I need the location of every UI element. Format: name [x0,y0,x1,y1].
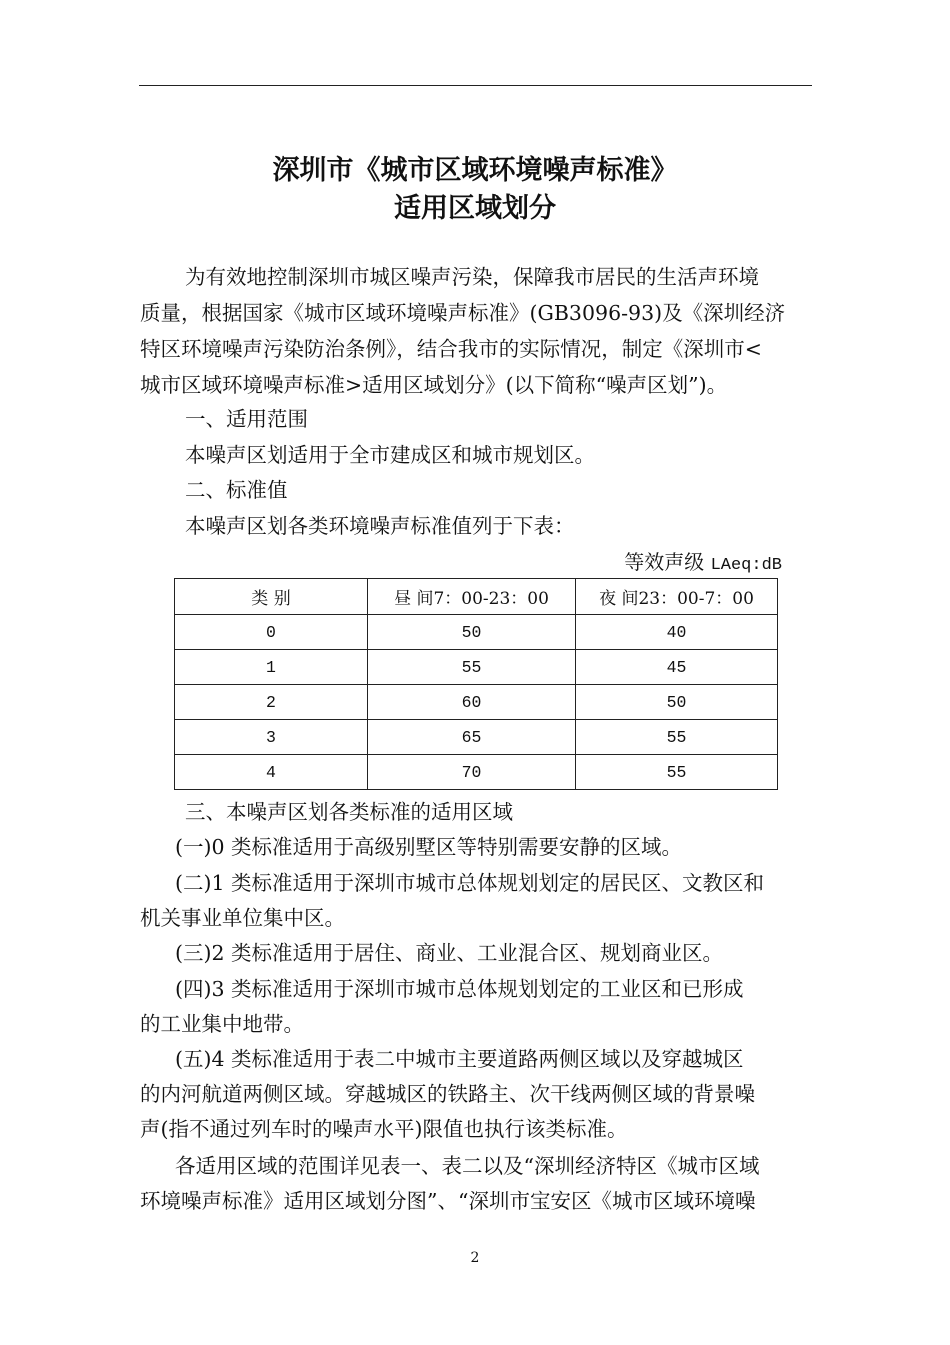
nighttime-cell: 50 [576,685,778,720]
intro-line-4: 城市区域环境噪声标准>适用区域划分》(以下简称“噪声区划”)。 [140,373,728,397]
unit-prefix: 等效声级 [624,550,711,574]
table-header-row [175,579,778,615]
page-number: 2 [470,1250,480,1266]
header-category: 类 别 [175,579,368,615]
unit-symbol: LAeq:dB [710,556,782,575]
section3-item-3: (三)2 类标准适用于居住、商业、工业混合区、规划商业区。 [175,941,724,965]
nighttime-cell: 55 [576,720,778,755]
document-title: 深圳市《城市区域环境噪声标准》 [272,155,678,186]
category-cell: 1 [175,650,368,685]
section3-item-1: (一)0 类标准适用于高级别墅区等特别需要安静的区域。 [175,835,683,859]
category-cell: 0 [175,615,368,650]
category-cell: 4 [175,755,368,790]
table-row [175,650,778,685]
daytime-cell: 60 [368,685,576,720]
nighttime-cell: 55 [576,755,778,790]
intro-line-1: 为有效地控制深圳市城区噪声污染，保障我市居民的生活声环境 [185,265,759,289]
section2-text: 本噪声区划各类环境噪声标准值列于下表： [185,514,575,538]
section3-heading: 三、本噪声区划各类标准的适用区域 [185,800,513,824]
closing-line-1: 各适用区域的范围详见表一、表二以及“深圳经济特区《城市区域 [175,1154,760,1178]
section3-item-5-line-3: 声(指不通过列车时的噪声水平)限值也执行该类标准。 [140,1117,628,1141]
section3-item-2-line-2: 机关事业单位集中区。 [140,906,345,930]
section3-item-4-line-1: (四)3 类标准适用于深圳市城市总体规划划定的工业区和已形成 [175,977,744,1001]
daytime-cell: 55 [368,650,576,685]
document-subtitle: 适用区域划分 [394,193,556,224]
section3-item-2-line-1: (二)1 类标准适用于深圳市城市总体规划划定的居民区、文教区和 [175,871,765,895]
section1-heading: 一、适用范围 [185,407,308,431]
table-row [175,755,778,790]
table-row [175,720,778,755]
daytime-cell: 50 [368,615,576,650]
section3-item-5-line-1: (五)4 类标准适用于表二中城市主要道路两侧区域以及穿越城区 [175,1047,744,1071]
section3-item-5-line-2: 的内河航道两侧区域。穿越城区的铁路主、次干线两侧区域的背景噪 [140,1082,755,1106]
daytime-cell: 65 [368,720,576,755]
category-cell: 2 [175,685,368,720]
noise-standard-table [174,578,778,790]
table-row [175,615,778,650]
header-rule [139,85,812,86]
intro-line-3: 特区环境噪声污染防治条例》，结合我市的实际情况，制定《深圳市< [140,337,762,361]
daytime-cell: 70 [368,755,576,790]
table-row [175,685,778,720]
table-unit-label [624,548,782,580]
header-daytime: 昼 间7：00-23：00 [368,579,576,615]
header-nighttime: 夜 间23：00-7：00 [576,579,778,615]
section1-text: 本噪声区划适用于全市建成区和城市规划区。 [185,443,595,467]
category-cell: 3 [175,720,368,755]
nighttime-cell: 40 [576,615,778,650]
intro-line-2: 质量，根据国家《城市区域环境噪声标准》(GB3096-93)及《深圳经济 [140,301,786,325]
closing-line-2: 环境噪声标准》适用区域划分图”、“深圳市宝安区《城市区域环境噪 [140,1189,756,1213]
nighttime-cell: 45 [576,650,778,685]
section3-item-4-line-2: 的工业集中地带。 [140,1012,304,1036]
section2-heading: 二、标准值 [185,478,288,502]
